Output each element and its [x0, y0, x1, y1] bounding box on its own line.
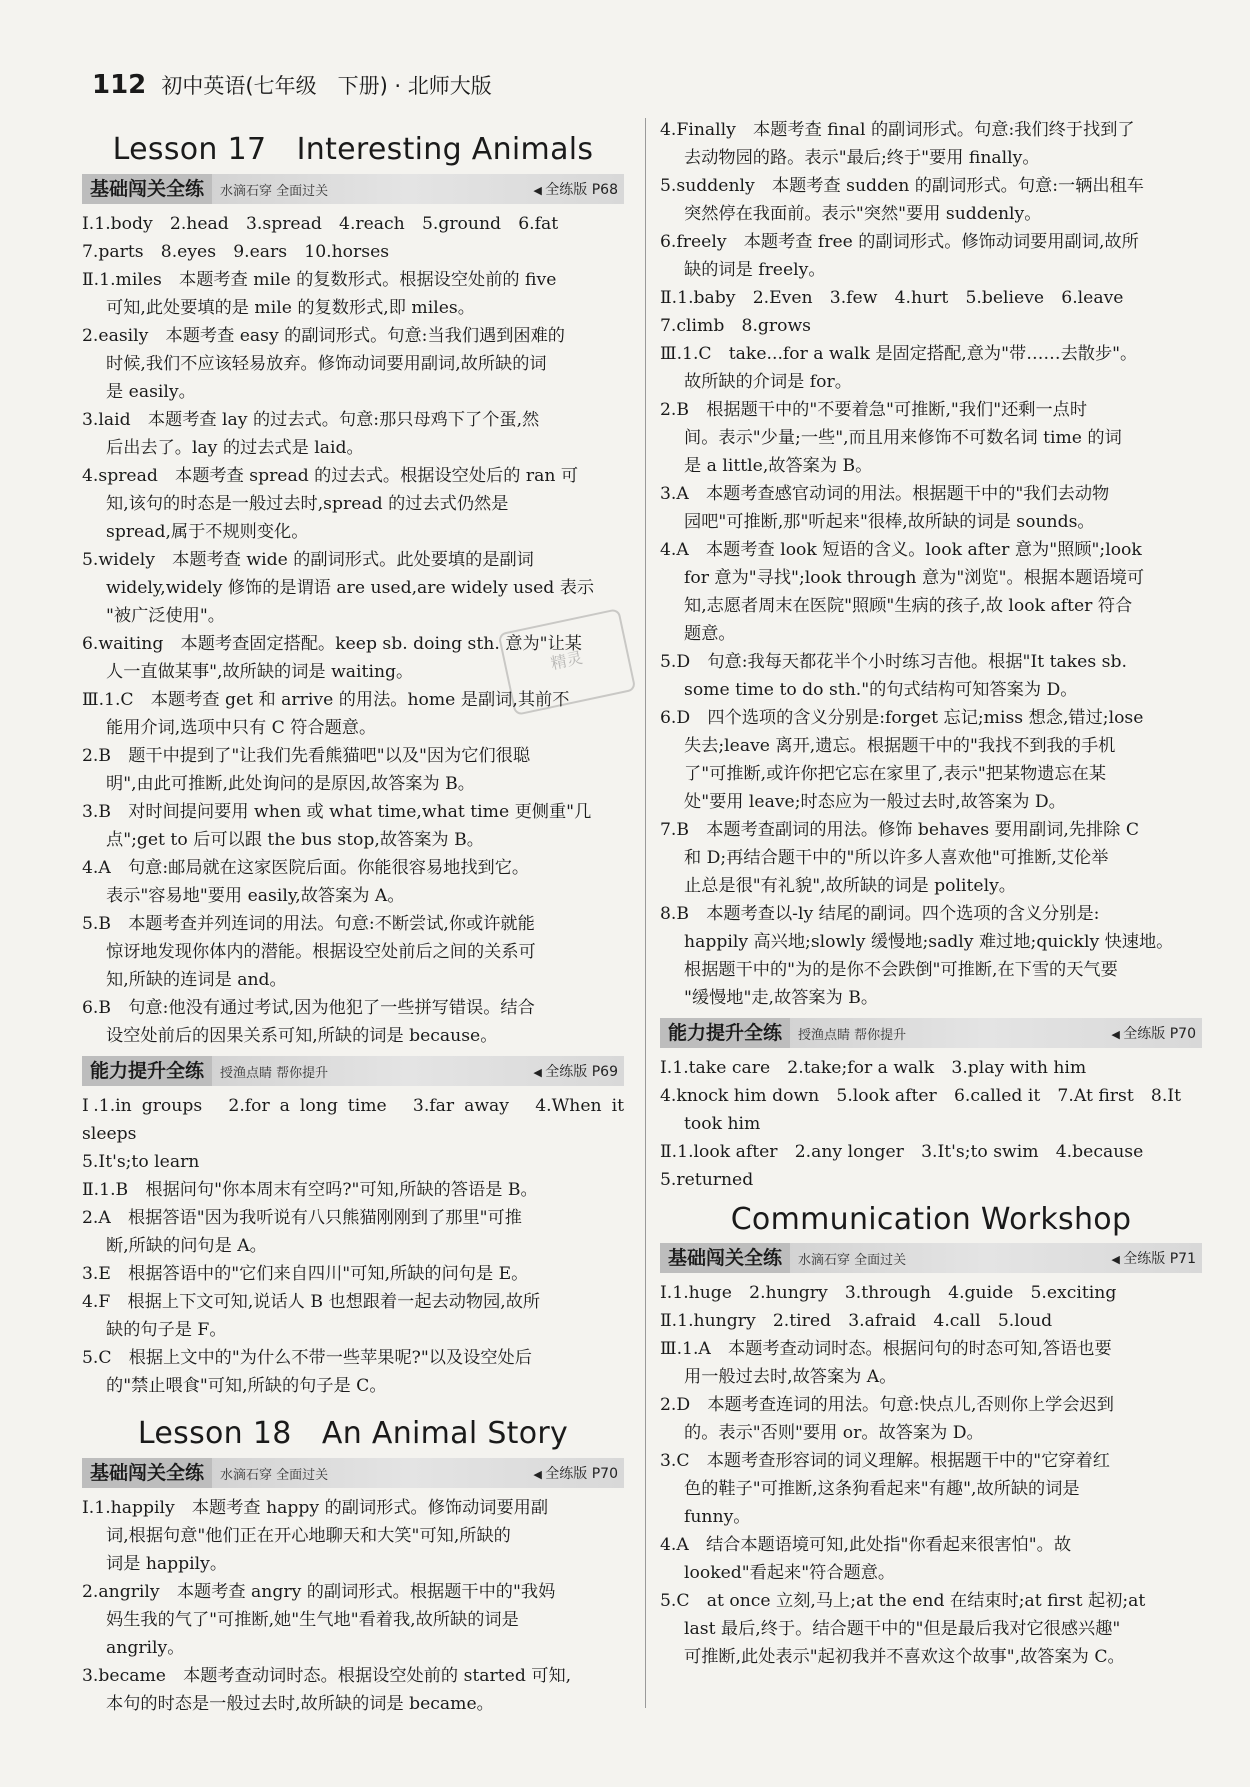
answer-line: 词是 happily。: [106, 1554, 228, 1574]
answer-line: 能用介词,选项中只有 C 符合题意。: [106, 718, 377, 738]
answer-line: for 意为"寻找";look through 意为"浏览"。根据本题语境可: [684, 568, 1145, 588]
answer-line: 2.B 题干中提到了"让我们先看熊猫吧"以及"因为它们很聪: [82, 746, 531, 766]
answer-line: 3.C 本题考查形容词的词义理解。根据题干中的"它穿着红: [660, 1451, 1110, 1471]
answer-line: 3.E 根据答语中的"它们来自四川"可知,所缺的问句是 E。: [82, 1264, 529, 1284]
answer-line: 3.A 本题考查感官动词的用法。根据题干中的"我们去动物: [660, 484, 1110, 504]
answer-line: "缓慢地"走,故答案为 B。: [684, 988, 879, 1008]
page-number: 112: [92, 70, 147, 100]
section-reference: ◀ 全练版 P69: [533, 1061, 624, 1081]
answer-line: 故所缺的介词是 for。: [684, 372, 852, 392]
section-reference: ◀ 全练版 P68: [533, 179, 624, 199]
answer-line: 惊讶地发现你体内的潜能。根据设空处前后之间的关系可: [106, 942, 536, 962]
answer-line: 突然停在我面前。表示"突然"要用 suddenly。: [684, 204, 1042, 224]
answer-line: Ⅰ.1.happily 本题考查 happy 的副词形式。修饰动词要用副: [82, 1498, 549, 1518]
answer-line: 4.F 根据上下文可知,说话人 B 也想跟着一起去动物园,故所: [82, 1292, 541, 1312]
answer-line: spread,属于不规则变化。: [106, 522, 309, 542]
section-reference: ◀ 全练版 P70: [533, 1463, 624, 1483]
section-subtitle: 授渔点睛 帮你提升: [798, 1027, 907, 1043]
answer-line: 妈生我的气了"可推断,她"生气地"看着我,故所缺的词是: [106, 1610, 519, 1630]
answer-line: 是 a little,故答案为 B。: [684, 456, 873, 476]
answer-line: 人一直做某事",故所缺的词是 waiting。: [106, 662, 414, 682]
answer-line: 3.laid 本题考查 lay 的过去式。句意:那只母鸡下了个蛋,然: [82, 410, 540, 430]
lesson-17-title: Lesson 17 Interesting Animals: [112, 132, 594, 167]
section-bar-ability: [660, 1018, 1202, 1048]
answer-line: 缺的词是 freely。: [684, 260, 826, 280]
answer-line: 间。表示"少量;一些",而且用来修饰不可数名词 time 的词: [684, 428, 1122, 448]
section-title: 能力提升全练: [660, 1018, 790, 1048]
answer-line: 知,该句的时态是一般过去时,spread 的过去式仍然是: [106, 494, 509, 514]
section-title: 能力提升全练: [82, 1056, 212, 1086]
answer-line: 的。表示"否则"要用 or。故答案为 D。: [684, 1423, 984, 1443]
answer-line: 根据题干中的"为的是你不会跌倒"可推断,在下雪的天气要: [684, 960, 1118, 980]
answer-line: looked"看起来"符合题意。: [684, 1563, 896, 1583]
answer-line: Ⅱ.1.hungry 2.tired 3.afraid 4.call 5.loud: [660, 1311, 1053, 1331]
answer-line: 5.C at once 立刻,马上;at the end 在结束时;at first 起初;at: [660, 1591, 1146, 1611]
answer-line: angrily。: [106, 1638, 185, 1658]
answer-block: [660, 1279, 1202, 1671]
answer-line: 6.freely 本题考查 free 的副词形式。修饰动词要用副词,故所: [660, 232, 1139, 252]
answer-line: 可知,此处要填的是 mile 的复数形式,即 miles。: [106, 298, 475, 318]
section-subtitle: 水滴石穿 全面过关: [798, 1252, 907, 1268]
answer-line: Ⅱ.1.B 根据问句"你本周末有空吗?"可知,所缺的答语是 B。: [82, 1180, 538, 1200]
answer-line: 6.waiting 本题考查固定搭配。keep sb. doing sth. 意为"让某: [82, 634, 582, 654]
running-head: [92, 70, 492, 100]
answer-line: Ⅱ.1.look after 2.any longer 3.It's;to swim 4.because: [660, 1142, 1144, 1162]
answer-line: 4.A 句意:邮局就在这家医院后面。你能很容易地找到它。: [82, 858, 530, 878]
answer-line: 6.D 四个选项的含义分别是:forget 忘记;miss 想念,错过;lose: [660, 708, 1144, 728]
answer-line: 知,志愿者周末在医院"照顾"生病的孩子,故 look after 符合: [684, 596, 1133, 616]
answer-line: 园吧"可推断,那"听起来"很棒,故所缺的词是 sounds。: [684, 512, 1095, 532]
section-subtitle: 水滴石穿 全面过关: [220, 183, 329, 199]
answer-line: "被广泛使用"。: [106, 606, 225, 626]
answer-line: 5.C 根据上文中的"为什么不带一些苹果呢?"以及设空处后: [82, 1348, 532, 1368]
answer-line: 2.angrily 本题考查 angry 的副词形式。根据题干中的"我妈: [82, 1582, 556, 1602]
answer-line: 知,所缺的连词是 and。: [106, 970, 287, 990]
answer-line: 和 D;再结合题干中的"所以许多人喜欢他"可推断,艾伦举: [684, 848, 1109, 868]
answer-line: widely,widely 修饰的是谓语 are used,are widely used 表示: [106, 578, 595, 598]
answer-line: Ⅱ.1.miles 本题考查 mile 的复数形式。根据设空处前的 five: [82, 270, 557, 290]
answer-line: Ⅲ.1.A 本题考查动词时态。根据问句的时态可知,答语也要: [660, 1339, 1112, 1359]
column-divider: [645, 118, 646, 1708]
answer-line: 后出去了。lay 的过去式是 laid。: [106, 438, 364, 458]
answer-block: [82, 210, 624, 1050]
lesson-18-title: Lesson 18 An Animal Story: [137, 1416, 569, 1451]
answer-line: 题意。: [684, 624, 736, 644]
section-subtitle: 授渔点睛 帮你提升: [220, 1065, 329, 1081]
answer-line: 7.climb 8.grows: [660, 316, 812, 336]
answer-block: [660, 116, 1202, 1012]
answer-line: 的"禁止喂食"可知,所缺的句子是 C。: [106, 1376, 387, 1396]
answer-line: funny。: [684, 1507, 751, 1527]
section-bar-basic: [82, 174, 624, 204]
answer-line: 3.became 本题考查动词时态。根据设空处前的 started 可知,: [82, 1666, 572, 1686]
answer-line: took him: [684, 1114, 761, 1134]
answer-line: 时候,我们不应该轻易放弃。修饰动词要用副词,故所缺的词: [106, 354, 547, 374]
book-title: 初中英语(七年级 下册) · 北师大版: [161, 74, 492, 98]
answer-line: 4.A 结合本题语境可知,此处指"你看起来很害怕"。故: [660, 1535, 1072, 1555]
answer-line: 4.A 本题考查 look 短语的含义。look after 意为"照顾";look: [660, 540, 1142, 560]
answer-line: 7.B 本题考查副词的用法。修饰 behaves 要用副词,先排除 C: [660, 820, 1139, 840]
answer-line: 点";get to 后可以跟 the bus stop,故答案为 B。: [106, 830, 484, 850]
answer-line: last 最后,终于。结合题干中的"但是最后我对它很感兴趣": [684, 1619, 1121, 1639]
section-bar-basic: [660, 1243, 1202, 1273]
answer-line: 6.B 句意:他没有通过考试,因为他犯了一些拼写错误。结合: [82, 998, 535, 1018]
answer-line: 2.easily 本题考查 easy 的副词形式。句意:当我们遇到困难的: [82, 326, 565, 346]
answer-line: 4.knock him down 5.look after 6.called it 7.At first 8.It: [660, 1086, 1182, 1106]
answer-line: 8.B 本题考查以-ly 结尾的副词。四个选项的含义分别是:: [660, 904, 1100, 924]
answer-line: 5.B 本题考查并列连词的用法。句意:不断尝试,你或许就能: [82, 914, 535, 934]
answer-line: 去动物园的路。表示"最后;终于"要用 finally。: [684, 148, 1040, 168]
answer-line: 本句的时态是一般过去时,故所缺的词是 became。: [106, 1694, 494, 1714]
answer-line: 5.It's;to learn: [82, 1152, 200, 1172]
answer-line: 2.A 根据答语"因为我听说有八只熊猫刚刚到了那里"可推: [82, 1208, 522, 1228]
answer-line: 是 easily。: [106, 382, 196, 402]
answer-line: 3.B 对时间提问要用 when 或 what time,what time 更侧重"几: [82, 802, 592, 822]
section-bar-ability: [82, 1056, 624, 1086]
answer-line: 5.suddenly 本题考查 sudden 的副词形式。句意:一辆出租车: [660, 176, 1144, 196]
answer-line: 断,所缺的问句是 A。: [106, 1236, 267, 1256]
answer-line: 5.widely 本题考查 wide 的副词形式。此处要填的是副词: [82, 550, 534, 570]
left-column: [82, 116, 624, 1718]
answer-line: 失去;leave 离开,遗忘。根据题干中的"我找不到我的手机: [684, 736, 1116, 756]
answer-line: Ⅲ.1.C 本题考查 get 和 arrive 的用法。home 是副词,其前不: [82, 690, 570, 710]
answer-line: 缺的句子是 F。: [106, 1320, 227, 1340]
communication-workshop-title: Communication Workshop: [730, 1202, 1132, 1237]
right-column: [660, 116, 1202, 1671]
answer-line: 2.B 根据题干中的"不要着急"可推断,"我们"还剩一点时: [660, 400, 1088, 420]
section-reference: ◀ 全练版 P70: [1111, 1023, 1202, 1043]
answer-line: 4.spread 本题考查 spread 的过去式。根据设空处后的 ran 可: [82, 466, 579, 486]
answer-line: 词,根据句意"他们正在开心地聊天和大笑"可知,所缺的: [106, 1526, 511, 1546]
answer-line: Ⅰ.1.in groups 2.for a long time 3.far away 4.When it sleeps: [82, 1096, 624, 1144]
answer-line: Ⅲ.1.C take...for a walk 是固定搭配,意为"带……去散步"。: [660, 344, 1138, 364]
answer-line: 2.D 本题考查连词的用法。句意:快点儿,否则你上学会迟到: [660, 1395, 1114, 1415]
answer-line: 处"要用 leave;时态应为一般过去时,故答案为 D。: [684, 792, 1066, 812]
answer-line: some time to do sth."的句式结构可知答案为 D。: [684, 680, 1078, 700]
section-title: 基础闯关全练: [82, 174, 212, 204]
answer-block: [82, 1092, 624, 1400]
answer-line: 5.D 句意:我每天都花半个小时练习吉他。根据"It takes sb.: [660, 652, 1127, 672]
answer-line: 用一般过去时,故答案为 A。: [684, 1367, 897, 1387]
answer-line: Ⅱ.1.baby 2.Even 3.few 4.hurt 5.believe 6.leave: [660, 288, 1124, 308]
answer-line: happily 高兴地;slowly 缓慢地;sadly 难过地;quickly 快速地。: [684, 932, 1174, 952]
watermark-stamp: 精灵: [498, 608, 637, 716]
answer-line: Ⅰ.1.take care 2.take;for a walk 3.play with him: [660, 1058, 1087, 1078]
answer-line: 止总是很"有礼貌",故所缺的词是 politely。: [684, 876, 1016, 896]
answer-line: 色的鞋子"可推断,这条狗看起来"有趣",故所缺的词是: [684, 1479, 1080, 1499]
section-subtitle: 水滴石穿 全面过关: [220, 1467, 329, 1483]
section-bar-basic: [82, 1458, 624, 1488]
section-title: 基础闯关全练: [660, 1243, 790, 1273]
answer-line: 7.parts 8.eyes 9.ears 10.horses: [82, 242, 390, 262]
answer-line: Ⅰ.1.huge 2.hungry 3.through 4.guide 5.exciting: [660, 1283, 1117, 1303]
answer-line: 可推断,此处表示"起初我并不喜欢这个故事",故答案为 C。: [684, 1647, 1125, 1667]
answer-line: 4.Finally 本题考查 final 的副词形式。句意:我们终于找到了: [660, 120, 1135, 140]
answer-line: 表示"容易地"要用 easily,故答案为 A。: [106, 886, 405, 906]
answer-line: 设空处前后的因果关系可知,所缺的词是 because。: [106, 1026, 498, 1046]
answer-line: 5.returned: [660, 1170, 754, 1190]
answer-line: 明",由此可推断,此处询问的是原因,故答案为 B。: [106, 774, 475, 794]
answer-block: [660, 1054, 1202, 1194]
answer-line: Ⅰ.1.body 2.head 3.spread 4.reach 5.ground 6.fat: [82, 214, 559, 234]
section-reference: ◀ 全练版 P71: [1111, 1248, 1202, 1268]
section-title: 基础闯关全练: [82, 1458, 212, 1488]
answer-block: [82, 1494, 624, 1718]
answer-line: 了"可推断,或许你把它忘在家里了,表示"把某物遗忘在某: [684, 764, 1107, 784]
